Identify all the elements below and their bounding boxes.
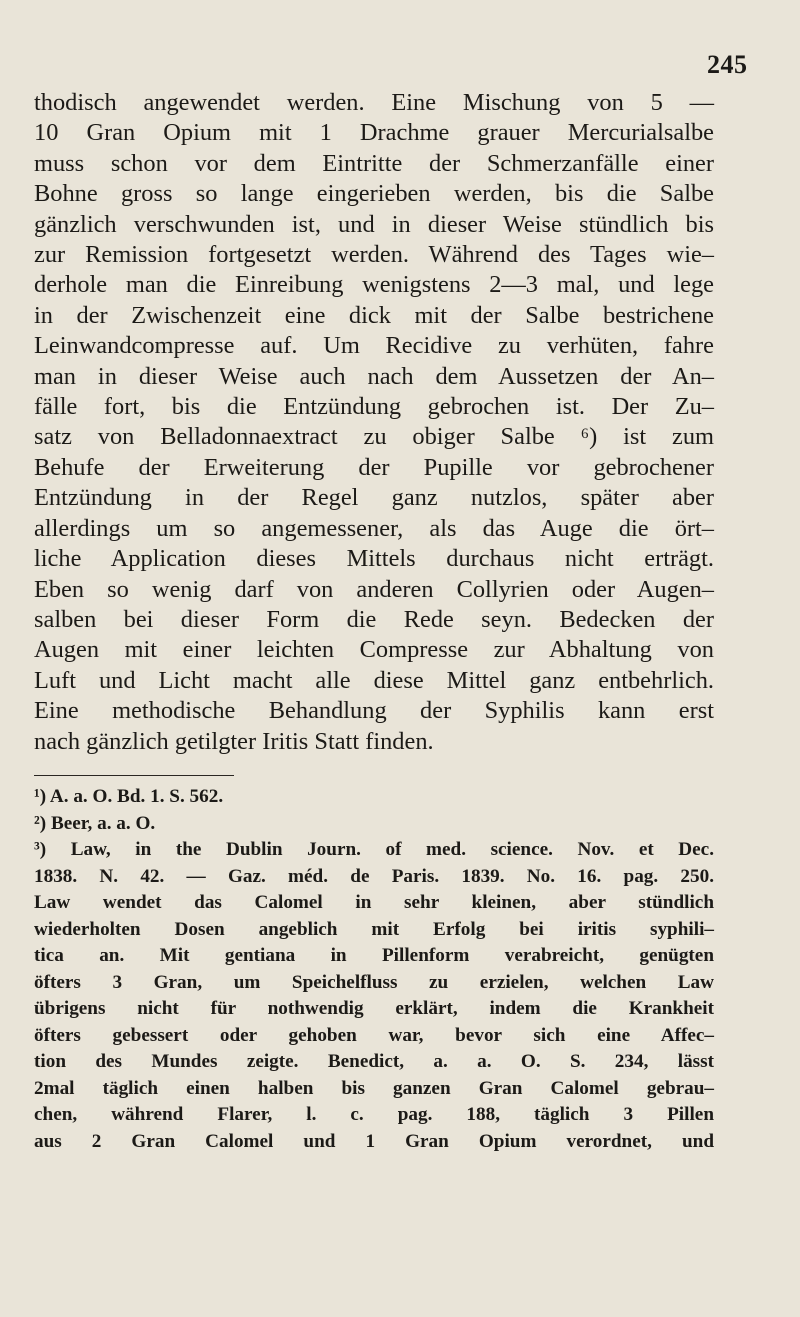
footnote-divider bbox=[34, 775, 234, 776]
body-line: muss schon vor dem Eintritte der Schmerzanfälle einer bbox=[34, 149, 714, 177]
body-line: salben bei dieser Form die Rede seyn. Bedecken der bbox=[34, 605, 714, 633]
footnotes bbox=[34, 784, 714, 1155]
footnote-line: chen, während Flarer, l. c. pag. 188, täglich 3 Pillen bbox=[34, 1104, 714, 1125]
body-line: zur Remission fortgesetzt werden. Während des Tages wie– bbox=[34, 241, 714, 269]
footnote-line: öfters gebessert oder gehoben war, bevor sich eine Affec– bbox=[34, 1024, 714, 1046]
body-line: Entzündung in der Regel ganz nutzlos, später aber bbox=[34, 484, 714, 512]
footnote-line: Law wendet das Calomel in sehr kleinen, aber stündlich bbox=[34, 892, 714, 913]
body-line: Bohne gross so lange eingerieben werden, bis die Salbe bbox=[34, 180, 714, 208]
footnote-line: 1838. N. 42. — Gaz. méd. de Paris. 1839. No. 16. pag. 250. bbox=[34, 865, 714, 887]
footnote-line: tion des Mundes zeigte. Benedict, a. a. O. S. 234, lässt bbox=[34, 1051, 714, 1072]
body-line: fälle fort, bis die Entzündung gebrochen ist. Der Zu– bbox=[34, 393, 714, 421]
footnote-line: ¹) A. a. O. Bd. 1. S. 562. bbox=[34, 786, 224, 807]
body-line: man in dieser Weise auch nach dem Aussetzen der An– bbox=[34, 362, 714, 390]
body-line: Eben so wenig darf von anderen Collyrien oder Augen– bbox=[34, 575, 714, 603]
body-line: satz von Belladonnaextract zu obiger Salbe ⁶) ist zum bbox=[34, 423, 714, 451]
body-line: derhole man die Einreibung wenigstens 2—3 mal, und lege bbox=[34, 271, 714, 299]
body-line: allerdings um so angemessener, als das Auge die ört– bbox=[34, 514, 714, 542]
body-text bbox=[34, 88, 714, 757]
footnote-line: übrigens nicht für nothwendig erklärt, indem die Krankheit bbox=[34, 998, 714, 1019]
body-line: Eine methodische Behandlung der Syphilis kann erst bbox=[34, 697, 714, 725]
body-line: nach gänzlich getilgter Iritis Statt finden. bbox=[34, 727, 434, 755]
page-number: 245 bbox=[707, 50, 748, 79]
body-line: Augen mit einer leichten Compresse zur Abhaltung von bbox=[34, 636, 714, 664]
footnote-line: öfters 3 Gran, um Speichelfluss zu erzielen, welchen Law bbox=[34, 971, 714, 993]
footnote-line: aus 2 Gran Calomel und 1 Gran Opium verordnet, und bbox=[34, 1130, 714, 1152]
body-line: thodisch angewendet werden. Eine Mischung von 5 — bbox=[34, 89, 714, 116]
body-line: gänzlich verschwunden ist, und in dieser Weise stündlich bis bbox=[34, 210, 714, 238]
footnote-line: 2mal täglich einen halben bis ganzen Gran Calomel gebrau– bbox=[34, 1077, 714, 1099]
body-line: 10 Gran Opium mit 1 Drachme grauer Mercurialsalbe bbox=[34, 119, 714, 147]
footnote-line: wiederholten Dosen angeblich mit Erfolg bei iritis syphili– bbox=[34, 918, 714, 940]
body-line: in der Zwischenzeit eine dick mit der Salbe bestrichene bbox=[34, 301, 714, 329]
body-line: Leinwandcompresse auf. Um Recidive zu verhüten, fahre bbox=[34, 332, 714, 360]
footnote-line: tica an. Mit gentiana in Pillenform verabreicht, genügten bbox=[34, 945, 714, 966]
footnote-line: ²) Beer, a. a. O. bbox=[34, 812, 156, 834]
body-line: Behufe der Erweiterung der Pupille vor gebrochener bbox=[34, 453, 714, 481]
footnote-line: ³) Law, in the Dublin Journ. of med. science. Nov. et Dec. bbox=[34, 839, 714, 860]
body-line: Luft und Licht macht alle diese Mittel ganz entbehrlich. bbox=[34, 666, 714, 694]
body-line: liche Application dieses Mittels durchaus nicht erträgt. bbox=[34, 545, 714, 573]
